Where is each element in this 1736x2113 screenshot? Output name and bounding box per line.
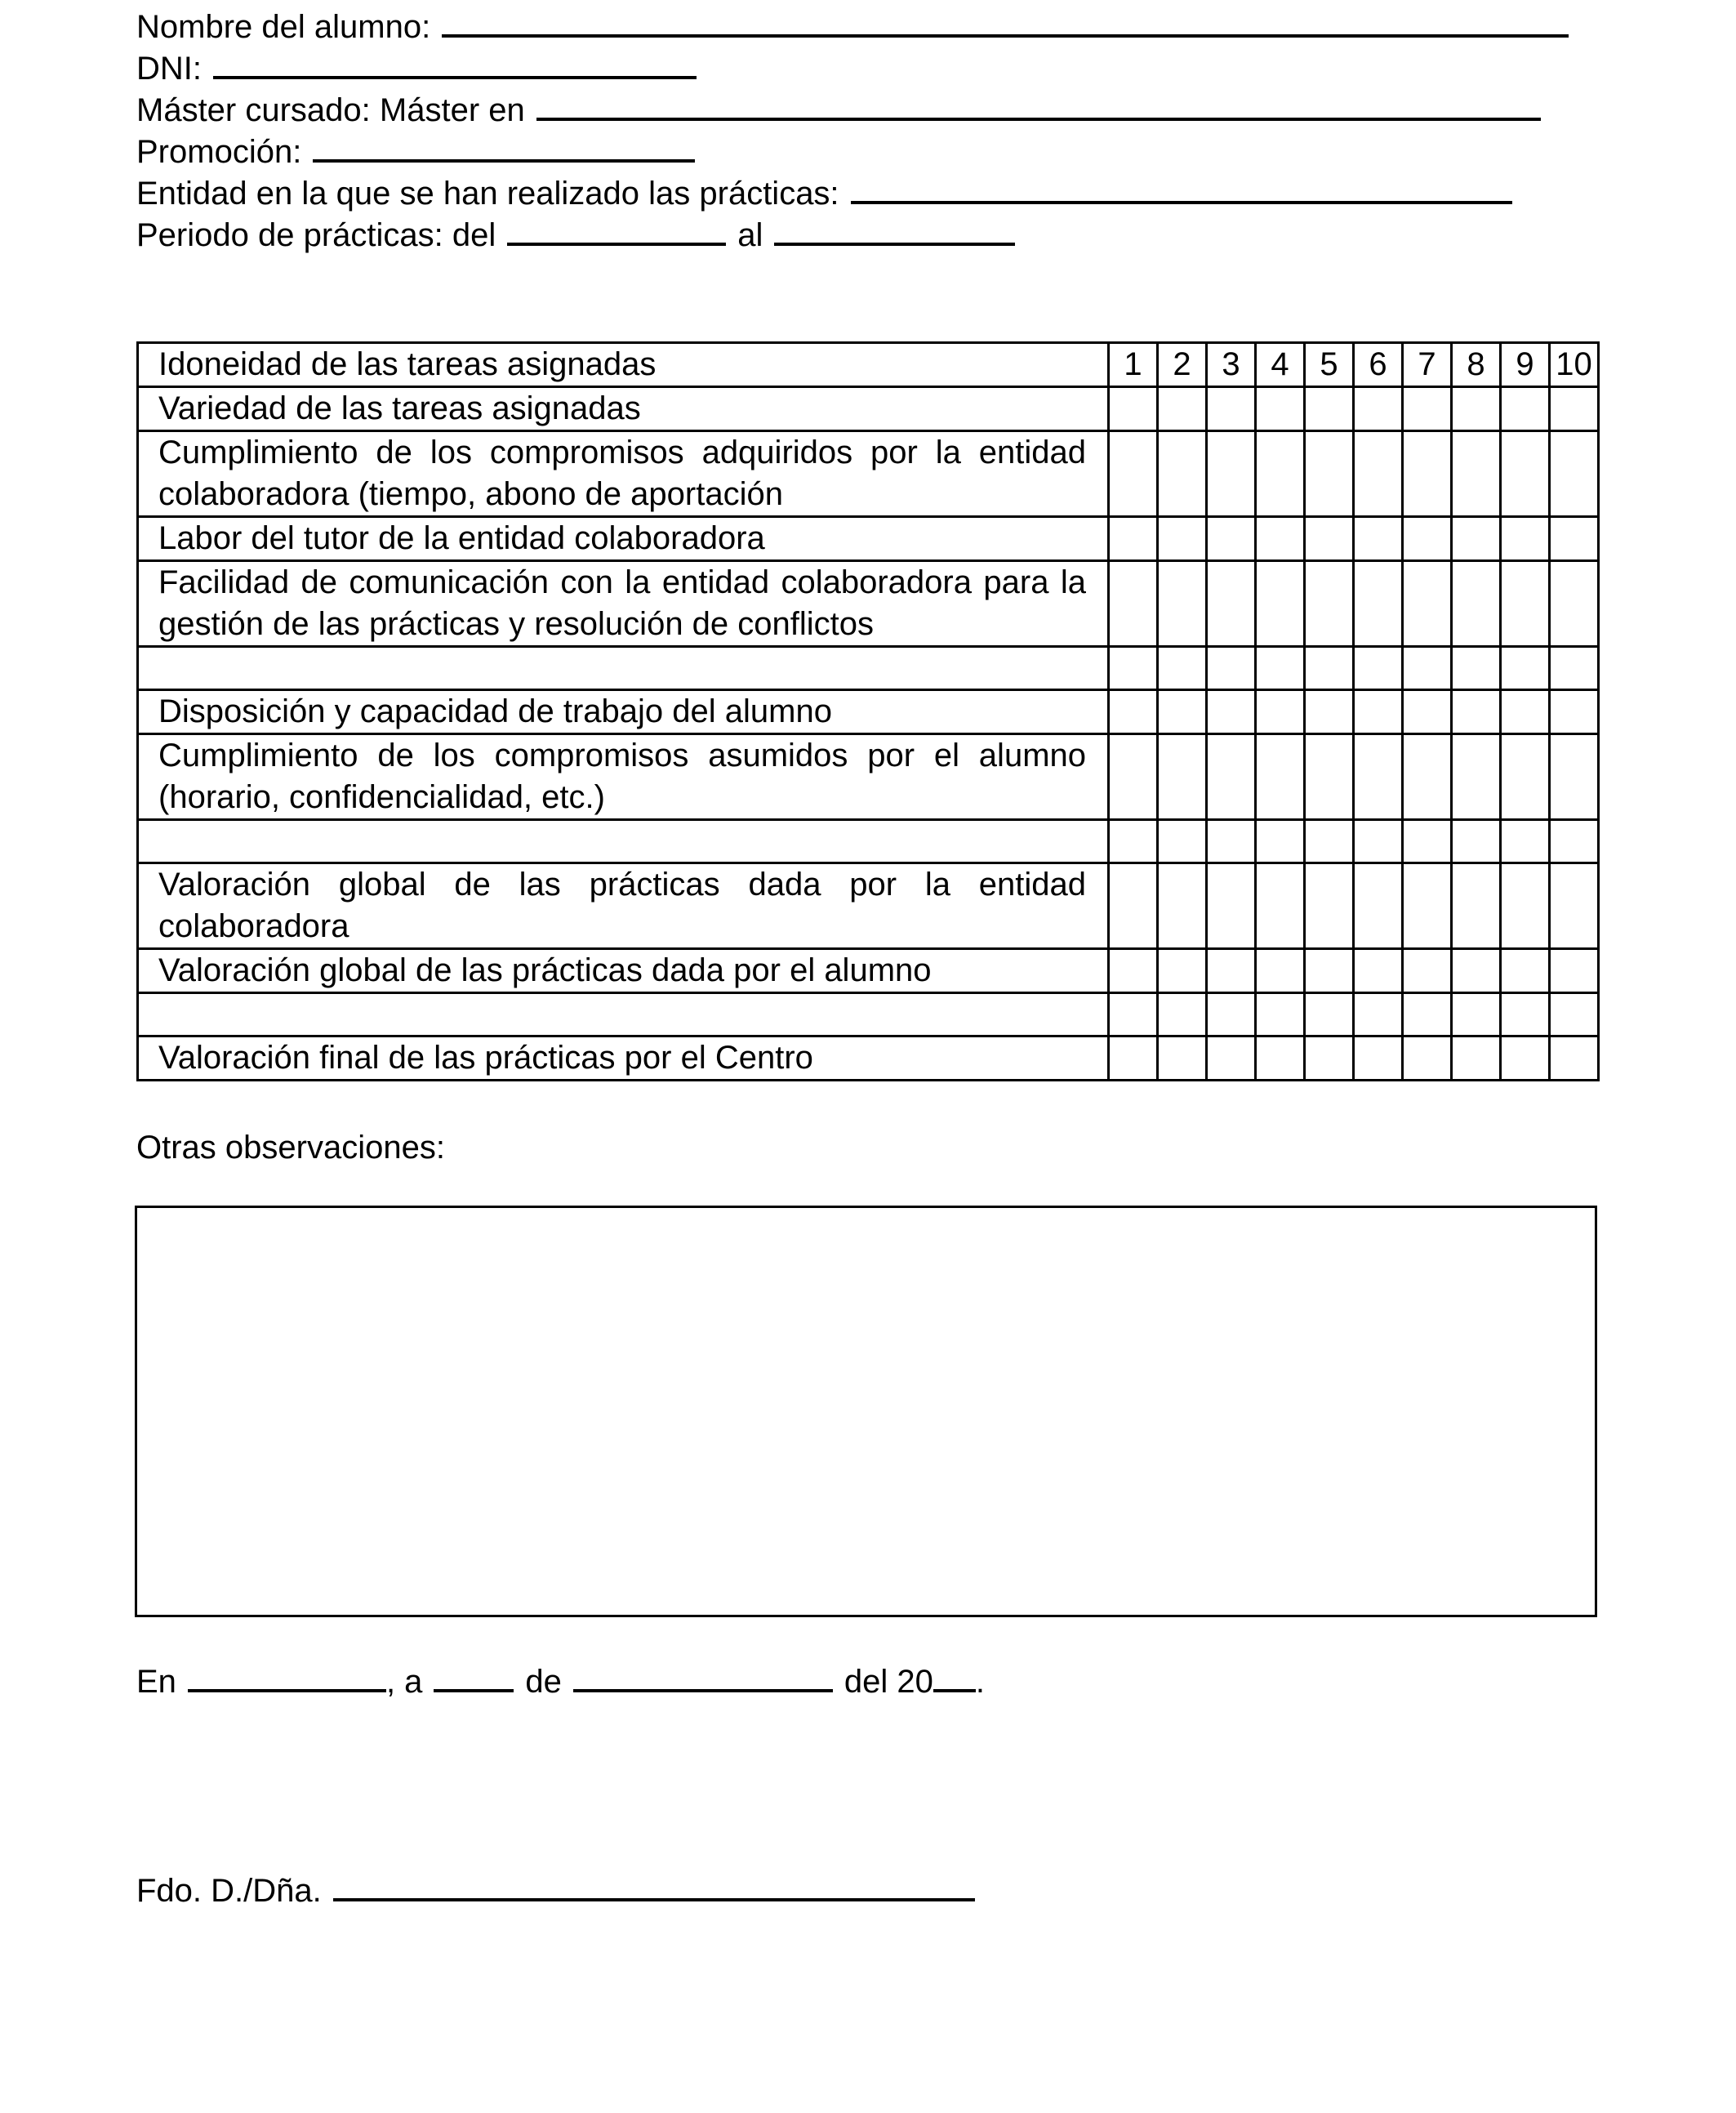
criterion-cell: Valoración global de las prácticas dada por la entidad colaboradora (138, 863, 1109, 949)
score-cell[interactable] (1207, 517, 1256, 561)
signature-label: Fdo. D./Dña. (136, 1873, 322, 1909)
score-header-5: 5 (1305, 343, 1354, 387)
score-cell[interactable] (1305, 387, 1354, 431)
spacer-cell (138, 820, 1109, 863)
score-cell[interactable] (1109, 993, 1158, 1036)
score-cell[interactable] (1452, 734, 1501, 820)
score-cell[interactable] (1256, 949, 1305, 993)
score-cell[interactable] (1354, 993, 1403, 1036)
score-cell[interactable] (1354, 517, 1403, 561)
score-cell[interactable] (1550, 820, 1599, 863)
spacer-cell (138, 647, 1109, 690)
score-cell[interactable] (1256, 993, 1305, 1036)
score-cell[interactable] (1109, 431, 1158, 517)
score-cell[interactable] (1403, 1036, 1452, 1081)
period-label: Periodo de prácticas: del (136, 217, 496, 253)
score-cell[interactable] (1305, 647, 1354, 690)
score-cell[interactable] (1550, 993, 1599, 1036)
evaluation-table (136, 341, 1600, 1081)
score-header-9: 9 (1501, 343, 1550, 387)
score-cell[interactable] (1256, 1036, 1305, 1081)
day-a-label: , a (385, 1664, 423, 1700)
period-to-field[interactable] (774, 215, 1015, 246)
score-cell[interactable] (1501, 993, 1550, 1036)
score-cell[interactable] (1158, 690, 1207, 734)
score-cell[interactable] (1158, 431, 1207, 517)
score-cell[interactable] (1501, 1036, 1550, 1081)
score-cell[interactable] (1305, 690, 1354, 734)
score-cell[interactable] (1452, 387, 1501, 431)
table-row (138, 647, 1599, 690)
score-cell[interactable] (1403, 820, 1452, 863)
score-cell[interactable] (1354, 820, 1403, 863)
score-header-4: 4 (1256, 343, 1305, 387)
score-cell[interactable] (1501, 647, 1550, 690)
dni-field[interactable] (213, 48, 697, 79)
table-row (138, 431, 1599, 517)
score-cell[interactable] (1109, 561, 1158, 647)
score-cell[interactable] (1305, 820, 1354, 863)
score-cell[interactable] (1354, 387, 1403, 431)
score-cell[interactable] (1109, 387, 1158, 431)
observations-label: Otras observaciones: (136, 1130, 445, 1166)
score-cell[interactable] (1109, 734, 1158, 820)
place-date-end: . (975, 1664, 986, 1700)
dni-line (136, 48, 1598, 90)
score-cell[interactable] (1305, 517, 1354, 561)
score-cell[interactable] (1305, 431, 1354, 517)
student-name-label: Nombre del alumno: (136, 9, 431, 45)
signature-field[interactable] (333, 1870, 975, 1901)
score-cell[interactable] (1452, 517, 1501, 561)
score-cell[interactable] (1207, 387, 1256, 431)
score-cell[interactable] (1403, 734, 1452, 820)
score-cell[interactable] (1207, 561, 1256, 647)
score-cell[interactable] (1550, 734, 1599, 820)
score-cell[interactable] (1207, 431, 1256, 517)
score-cell[interactable] (1501, 949, 1550, 993)
criterion-cell: Variedad de las tareas asignadas (138, 387, 1109, 431)
score-cell[interactable] (1207, 863, 1256, 949)
table-row (138, 561, 1599, 647)
master-label: Máster cursado: Máster en (136, 92, 525, 128)
promotion-field[interactable] (313, 132, 695, 163)
score-cell[interactable] (1403, 863, 1452, 949)
score-cell[interactable] (1452, 949, 1501, 993)
score-cell[interactable] (1256, 431, 1305, 517)
score-header-1: 1 (1109, 343, 1158, 387)
spacer-cell (138, 993, 1109, 1036)
table-row (138, 993, 1599, 1036)
score-cell[interactable] (1207, 734, 1256, 820)
score-cell[interactable] (1207, 1036, 1256, 1081)
score-cell[interactable] (1158, 387, 1207, 431)
observations-box[interactable] (135, 1206, 1597, 1617)
place-field[interactable] (188, 1661, 386, 1692)
score-cell[interactable] (1452, 1036, 1501, 1081)
score-header-3: 3 (1207, 343, 1256, 387)
period-line (136, 215, 1598, 256)
score-cell[interactable] (1109, 863, 1158, 949)
score-cell[interactable] (1158, 647, 1207, 690)
score-cell[interactable] (1158, 993, 1207, 1036)
score-cell[interactable] (1207, 690, 1256, 734)
score-cell[interactable] (1158, 734, 1207, 820)
score-cell[interactable] (1158, 561, 1207, 647)
score-cell[interactable] (1403, 647, 1452, 690)
score-cell[interactable] (1354, 863, 1403, 949)
score-cell[interactable] (1550, 863, 1599, 949)
score-cell[interactable] (1452, 863, 1501, 949)
entity-field[interactable] (851, 173, 1512, 204)
score-cell[interactable] (1550, 647, 1599, 690)
table-row (138, 820, 1599, 863)
score-cell[interactable] (1501, 690, 1550, 734)
period-to-label: al (737, 217, 763, 253)
score-cell[interactable] (1354, 1036, 1403, 1081)
month-de-label: de (525, 1664, 562, 1700)
score-header-6: 6 (1354, 343, 1403, 387)
score-cell[interactable] (1452, 431, 1501, 517)
criterion-cell: Cumplimiento de los compromisos adquiridos por la entidad colaboradora (tiempo, abono de aportación (138, 431, 1109, 517)
score-cell[interactable] (1501, 734, 1550, 820)
score-cell[interactable] (1501, 517, 1550, 561)
score-cell[interactable] (1354, 690, 1403, 734)
score-cell[interactable] (1403, 690, 1452, 734)
score-cell[interactable] (1158, 863, 1207, 949)
score-cell[interactable] (1354, 431, 1403, 517)
score-cell[interactable] (1501, 387, 1550, 431)
score-cell[interactable] (1305, 993, 1354, 1036)
month-field[interactable] (573, 1661, 833, 1692)
table-row (138, 343, 1599, 387)
score-cell[interactable] (1501, 820, 1550, 863)
score-cell[interactable] (1403, 387, 1452, 431)
score-cell[interactable] (1550, 949, 1599, 993)
score-cell[interactable] (1354, 734, 1403, 820)
score-header-7: 7 (1403, 343, 1452, 387)
score-cell[interactable] (1256, 820, 1305, 863)
student-name-field[interactable] (442, 7, 1569, 38)
master-field[interactable] (536, 90, 1541, 121)
dni-label: DNI: (136, 51, 202, 87)
score-cell[interactable] (1305, 949, 1354, 993)
score-header-8: 8 (1452, 343, 1501, 387)
criterion-cell: Cumplimiento de los compromisos asumidos por el alumno (horario, confidencialidad, etc.) (138, 734, 1109, 820)
table-row (138, 517, 1599, 561)
score-cell[interactable] (1550, 1036, 1599, 1081)
student-name-line (136, 7, 1598, 48)
period-from-field[interactable] (507, 215, 726, 246)
score-cell[interactable] (1550, 517, 1599, 561)
criterion-cell: Idoneidad de las tareas asignadas (138, 343, 1109, 387)
score-cell[interactable] (1109, 647, 1158, 690)
score-cell[interactable] (1109, 517, 1158, 561)
score-cell[interactable] (1109, 820, 1158, 863)
score-cell[interactable] (1256, 517, 1305, 561)
criterion-cell: Valoración final de las prácticas por el Centro (138, 1036, 1109, 1081)
score-cell[interactable] (1305, 561, 1354, 647)
score-cell[interactable] (1354, 561, 1403, 647)
score-cell[interactable] (1109, 690, 1158, 734)
score-cell[interactable] (1207, 993, 1256, 1036)
score-cell[interactable] (1256, 647, 1305, 690)
master-line (136, 90, 1598, 132)
score-header-2: 2 (1158, 343, 1207, 387)
promotion-label: Promoción: (136, 134, 302, 170)
signature-line (136, 1870, 975, 1912)
score-cell[interactable] (1109, 949, 1158, 993)
place-date-line (136, 1661, 985, 1703)
score-cell[interactable] (1452, 561, 1501, 647)
score-cell[interactable] (1452, 647, 1501, 690)
score-cell[interactable] (1158, 949, 1207, 993)
score-cell[interactable] (1550, 690, 1599, 734)
entity-line (136, 173, 1598, 215)
score-cell[interactable] (1501, 561, 1550, 647)
criterion-cell: Valoración global de las prácticas dada por el alumno (138, 949, 1109, 993)
score-cell[interactable] (1452, 690, 1501, 734)
score-cell[interactable] (1550, 561, 1599, 647)
score-cell[interactable] (1501, 431, 1550, 517)
table-row (138, 690, 1599, 734)
student-info-block (136, 7, 1598, 256)
score-cell[interactable] (1256, 863, 1305, 949)
criterion-cell: Disposición y capacidad de trabajo del alumno (138, 690, 1109, 734)
score-cell[interactable] (1207, 820, 1256, 863)
score-cell[interactable] (1403, 993, 1452, 1036)
score-cell[interactable] (1256, 561, 1305, 647)
score-cell[interactable] (1403, 561, 1452, 647)
place-en-label: En (136, 1664, 176, 1700)
score-cell[interactable] (1452, 993, 1501, 1036)
score-cell[interactable] (1207, 647, 1256, 690)
score-cell[interactable] (1109, 1036, 1158, 1081)
criterion-cell: Facilidad de comunicación con la entidad colaboradora para la gestión de las prácticas y resolución de conflictos (138, 561, 1109, 647)
score-cell[interactable] (1305, 1036, 1354, 1081)
criterion-cell: Labor del tutor de la entidad colaboradora (138, 517, 1109, 561)
table-row (138, 734, 1599, 820)
score-cell[interactable] (1452, 820, 1501, 863)
score-cell[interactable] (1403, 517, 1452, 561)
score-cell[interactable] (1256, 387, 1305, 431)
score-cell[interactable] (1158, 517, 1207, 561)
score-cell[interactable] (1550, 387, 1599, 431)
score-cell[interactable] (1550, 431, 1599, 517)
table-row (138, 949, 1599, 993)
score-cell[interactable] (1158, 820, 1207, 863)
score-cell[interactable] (1158, 1036, 1207, 1081)
score-header-10: 10 (1550, 343, 1599, 387)
score-cell[interactable] (1256, 690, 1305, 734)
score-cell[interactable] (1403, 949, 1452, 993)
score-cell[interactable] (1256, 734, 1305, 820)
score-cell[interactable] (1354, 949, 1403, 993)
table-row (138, 387, 1599, 431)
table-row (138, 1036, 1599, 1081)
year-field[interactable] (933, 1661, 976, 1692)
entity-label: Entidad en la que se han realizado las prácticas: (136, 176, 839, 212)
year-label: del 20 (844, 1664, 933, 1700)
day-field[interactable] (434, 1661, 514, 1692)
score-cell[interactable] (1403, 431, 1452, 517)
score-cell[interactable] (1305, 863, 1354, 949)
promotion-line (136, 132, 1598, 173)
score-cell[interactable] (1354, 647, 1403, 690)
score-cell[interactable] (1207, 949, 1256, 993)
score-cell[interactable] (1501, 863, 1550, 949)
table-row (138, 863, 1599, 949)
score-cell[interactable] (1305, 734, 1354, 820)
